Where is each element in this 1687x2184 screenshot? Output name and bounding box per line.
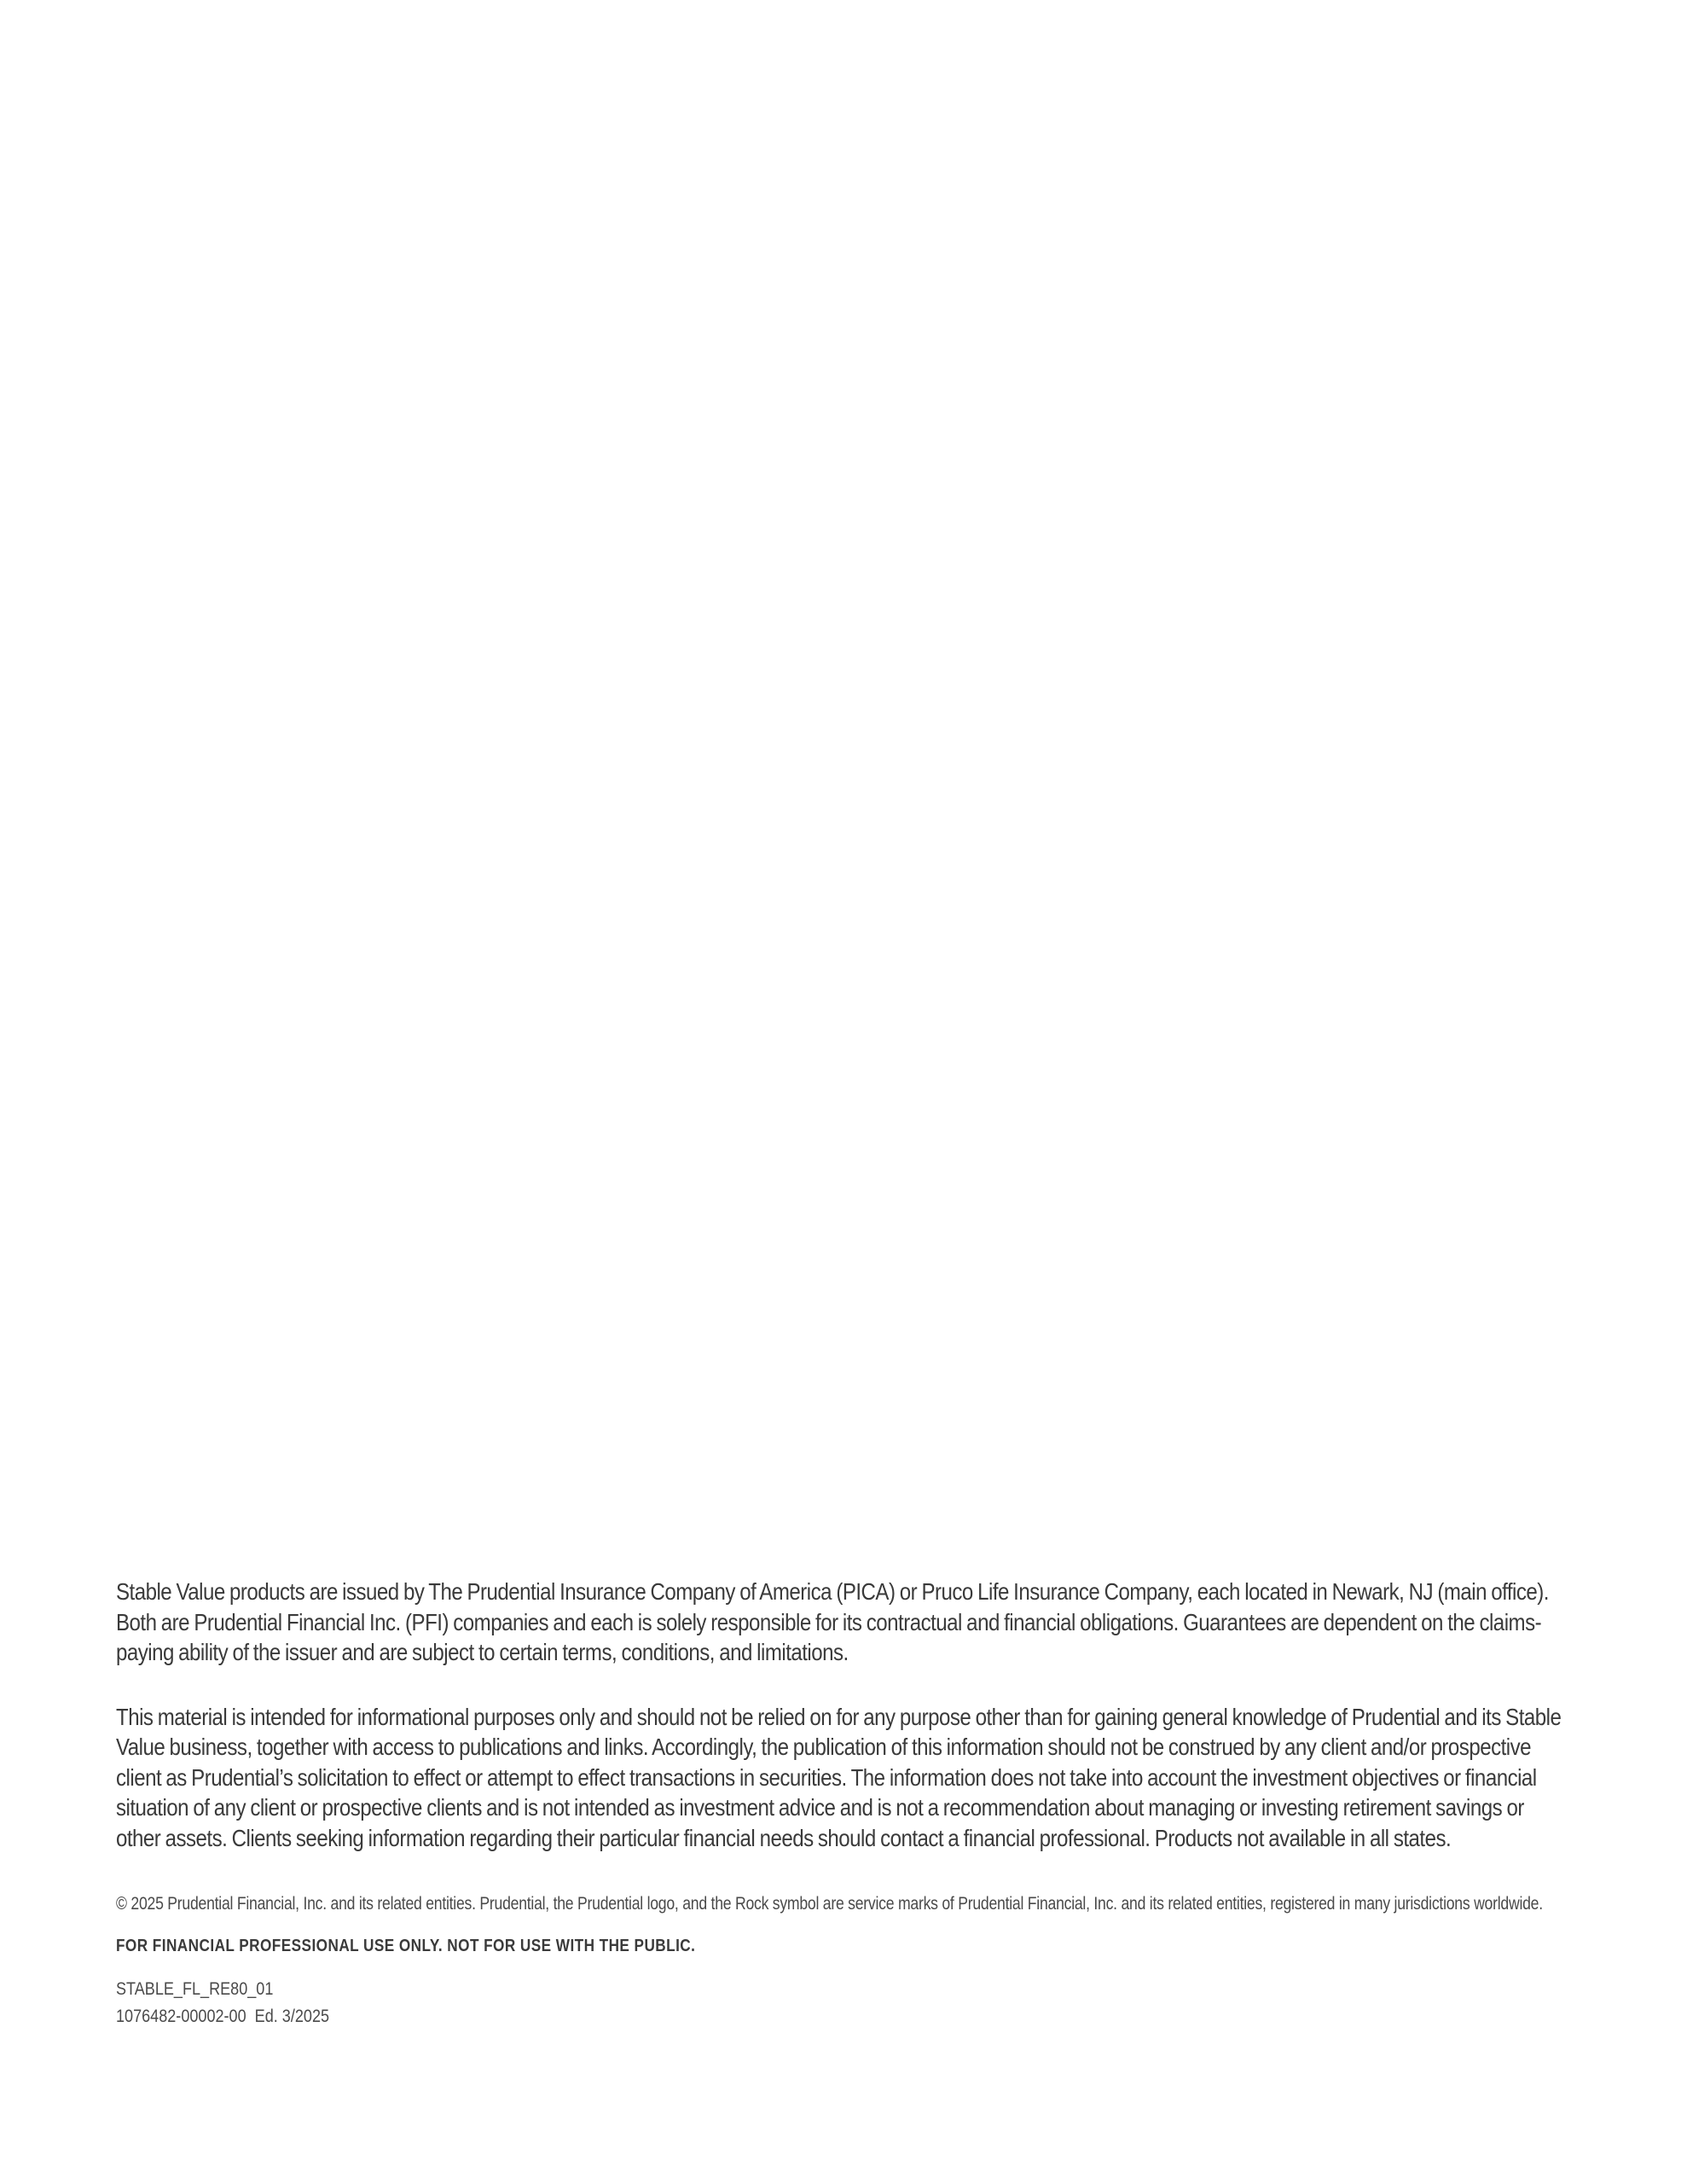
disclosures-section xyxy=(116,1577,1566,2030)
professional-use-notice: FOR FINANCIAL PROFESSIONAL USE ONLY. NOT FOR USE WITH THE PUBLIC. xyxy=(116,1937,696,1955)
copyright-notice: © 2025 Prudential Financial, Inc. and its related entities. Prudential, the Prudential logo, and the Rock symbol are service marks of Prudential Financial, Inc. and its related entities, registered in many jurisdictions worldwide. xyxy=(116,1894,1543,1914)
document-codes xyxy=(116,1976,556,2030)
document-code: STABLE_FL_RE80_01 xyxy=(116,1979,274,1999)
issuer-disclosure-paragraph: Stable Value products are issued by The Prudential Insurance Company of America (PICA) or Pruco Life Insurance Company, each located in Newark, NJ (main office). Both are Prudential Financial Inc. (PFI) companies and each is solely responsible for its contractual and financial obligations. Guarantees are dependent on the claims-paying ability of the issuer and are subject to certain terms, conditions, and limitations. xyxy=(116,1578,1549,1665)
informational-purpose-disclosure-paragraph: This material is intended for informational purposes only and should not be relied on for any purpose other than for gaining general knowledge of Prudential and its Stable Value business, together with access to publications and links. Accordingly, the publication of this information should not be construed by any client and/or prospective client as Prudential’s solicitation to effect or attempt to effect transactions in securities. The information does not take into account the investment objectives or financial situation of any client or prospective clients and is not intended as investment advice and is not a recommendation about managing or investing retirement savings or other assets. Clients seeking information regarding their particular financial needs should contact a financial professional. Products not available in all states. xyxy=(116,1703,1562,1851)
edition-code: 1076482-00002-00 Ed. 3/2025 xyxy=(116,2007,330,2026)
